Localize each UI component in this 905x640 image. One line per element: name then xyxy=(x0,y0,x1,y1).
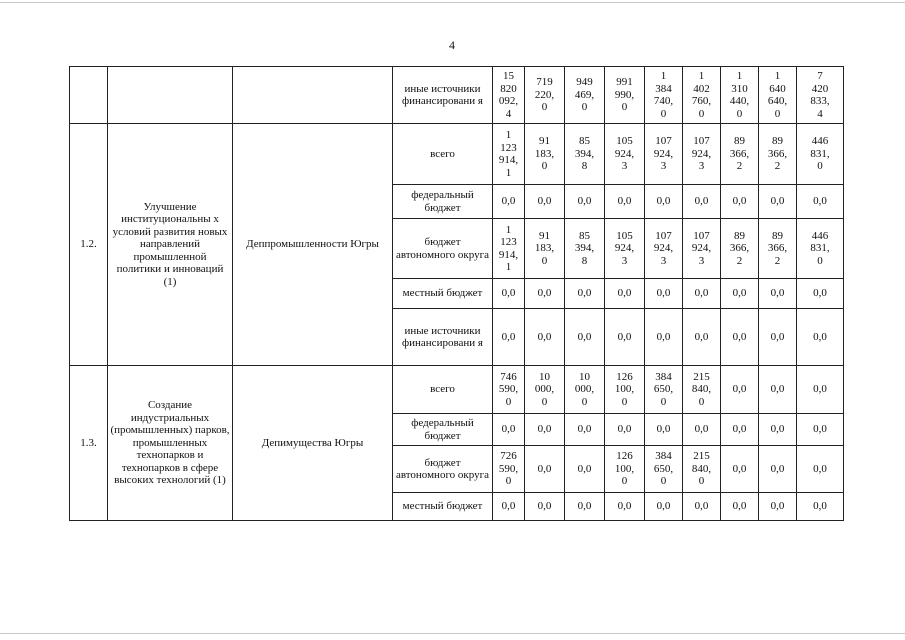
value-cell: 746 590, 0 xyxy=(493,366,525,414)
value-cell: 0,0 xyxy=(683,493,721,521)
value-cell: 89 366, 2 xyxy=(721,124,759,185)
funding-source-cell: федеральный бюджет xyxy=(393,414,493,446)
funding-source-cell: бюджет автономного округа xyxy=(393,446,493,493)
value-cell: 91 183, 0 xyxy=(525,124,565,185)
funding-source-cell: бюджет автономного округа xyxy=(393,219,493,279)
value-cell: 0,0 xyxy=(565,446,605,493)
value-cell: 0,0 xyxy=(565,185,605,219)
value-cell: 89 366, 2 xyxy=(759,219,797,279)
value-cell: 89 366, 2 xyxy=(721,219,759,279)
value-cell: 107 924, 3 xyxy=(645,124,683,185)
value-cell: 0,0 xyxy=(759,185,797,219)
value-cell: 10 000, 0 xyxy=(525,366,565,414)
executor-cell: Деппромышленности Югры xyxy=(233,124,393,366)
value-cell: 215 840, 0 xyxy=(683,366,721,414)
value-cell: 0,0 xyxy=(565,414,605,446)
value-cell: 215 840, 0 xyxy=(683,446,721,493)
value-cell: 0,0 xyxy=(493,309,525,366)
value-cell: 0,0 xyxy=(493,279,525,309)
value-cell: 446 831, 0 xyxy=(797,124,844,185)
value-cell: 1 310 440, 0 xyxy=(721,67,759,124)
value-cell: 0,0 xyxy=(797,446,844,493)
value-cell: 0,0 xyxy=(721,309,759,366)
value-cell: 0,0 xyxy=(683,185,721,219)
value-cell: 0,0 xyxy=(645,493,683,521)
funding-source-cell: всего xyxy=(393,124,493,185)
value-cell: 991 990, 0 xyxy=(605,67,645,124)
value-cell: 0,0 xyxy=(759,366,797,414)
funding-source-cell: федеральный бюджет xyxy=(393,185,493,219)
value-cell: 10 000, 0 xyxy=(565,366,605,414)
value-cell: 126 100, 0 xyxy=(605,446,645,493)
value-cell: 7 420 833, 4 xyxy=(797,67,844,124)
funding-source-cell: иные источники финансировани я xyxy=(393,67,493,124)
value-cell: 0,0 xyxy=(721,279,759,309)
value-cell: 719 220, 0 xyxy=(525,67,565,124)
value-cell: 0,0 xyxy=(797,366,844,414)
value-cell: 91 183, 0 xyxy=(525,219,565,279)
value-cell: 126 100, 0 xyxy=(605,366,645,414)
value-cell: 0,0 xyxy=(759,414,797,446)
value-cell: 0,0 xyxy=(525,309,565,366)
value-cell: 85 394, 8 xyxy=(565,124,605,185)
funding-source-cell: местный бюджет xyxy=(393,493,493,521)
value-cell: 105 924, 3 xyxy=(605,219,645,279)
value-cell: 1 402 760, 0 xyxy=(683,67,721,124)
value-cell: 0,0 xyxy=(721,185,759,219)
value-cell: 0,0 xyxy=(797,185,844,219)
value-cell: 0,0 xyxy=(493,493,525,521)
value-cell: 0,0 xyxy=(645,185,683,219)
item-number-cell xyxy=(70,67,108,124)
value-cell: 0,0 xyxy=(721,366,759,414)
value-cell: 0,0 xyxy=(493,414,525,446)
value-cell: 1 384 740, 0 xyxy=(645,67,683,124)
value-cell: 15 820 092, 4 xyxy=(493,67,525,124)
value-cell: 1 640 640, 0 xyxy=(759,67,797,124)
value-cell: 0,0 xyxy=(759,446,797,493)
value-cell: 0,0 xyxy=(525,414,565,446)
value-cell: 0,0 xyxy=(797,279,844,309)
value-cell: 0,0 xyxy=(645,309,683,366)
value-cell: 0,0 xyxy=(605,185,645,219)
value-cell: 0,0 xyxy=(605,493,645,521)
value-cell: 726 590, 0 xyxy=(493,446,525,493)
value-cell: 0,0 xyxy=(525,185,565,219)
value-cell: 0,0 xyxy=(759,309,797,366)
value-cell: 0,0 xyxy=(797,414,844,446)
executor-cell: Депимущества Югры xyxy=(233,366,393,521)
value-cell: 384 650, 0 xyxy=(645,366,683,414)
value-cell: 384 650, 0 xyxy=(645,446,683,493)
value-cell: 0,0 xyxy=(605,279,645,309)
value-cell: 0,0 xyxy=(493,185,525,219)
value-cell: 0,0 xyxy=(565,309,605,366)
value-cell: 0,0 xyxy=(759,493,797,521)
value-cell: 0,0 xyxy=(525,493,565,521)
item-number-cell: 1.3. xyxy=(70,366,108,521)
value-cell: 105 924, 3 xyxy=(605,124,645,185)
value-cell: 0,0 xyxy=(797,493,844,521)
value-cell: 0,0 xyxy=(683,309,721,366)
value-cell: 0,0 xyxy=(605,414,645,446)
value-cell: 0,0 xyxy=(565,493,605,521)
value-cell: 0,0 xyxy=(525,446,565,493)
funding-source-cell: всего xyxy=(393,366,493,414)
executor-cell xyxy=(233,67,393,124)
value-cell: 0,0 xyxy=(683,279,721,309)
item-number-cell: 1.2. xyxy=(70,124,108,366)
funding-source-cell: иные источники финансировани я xyxy=(393,309,493,366)
value-cell: 85 394, 8 xyxy=(565,219,605,279)
value-cell: 0,0 xyxy=(721,414,759,446)
value-cell: 0,0 xyxy=(645,279,683,309)
value-cell: 0,0 xyxy=(565,279,605,309)
value-cell: 949 469, 0 xyxy=(565,67,605,124)
value-cell: 0,0 xyxy=(525,279,565,309)
item-name-cell xyxy=(108,67,233,124)
value-cell: 89 366, 2 xyxy=(759,124,797,185)
scan-artifact-top xyxy=(0,2,905,3)
value-cell: 0,0 xyxy=(759,279,797,309)
financing-table xyxy=(69,66,844,521)
value-cell: 107 924, 3 xyxy=(683,124,721,185)
table-row xyxy=(70,124,844,185)
table-row xyxy=(70,67,844,124)
scan-artifact-bottom xyxy=(0,633,905,634)
page-number: 4 xyxy=(449,38,455,52)
value-cell: 446 831, 0 xyxy=(797,219,844,279)
value-cell: 0,0 xyxy=(605,309,645,366)
table-row xyxy=(70,366,844,414)
value-cell: 1 123 914, 1 xyxy=(493,219,525,279)
value-cell: 0,0 xyxy=(721,446,759,493)
item-name-cell: Создание индустриальных (промышленных) парков, промышленных технопарков и технопарков в сфере высоких технологий (1) xyxy=(108,366,233,521)
value-cell: 107 924, 3 xyxy=(683,219,721,279)
funding-source-cell: местный бюджет xyxy=(393,279,493,309)
value-cell: 107 924, 3 xyxy=(645,219,683,279)
value-cell: 1 123 914, 1 xyxy=(493,124,525,185)
value-cell: 0,0 xyxy=(797,309,844,366)
value-cell: 0,0 xyxy=(645,414,683,446)
item-name-cell: Улучшение институциональны х условий развития новых направлений промышленной политики и инноваций (1) xyxy=(108,124,233,366)
value-cell: 0,0 xyxy=(721,493,759,521)
value-cell: 0,0 xyxy=(683,414,721,446)
